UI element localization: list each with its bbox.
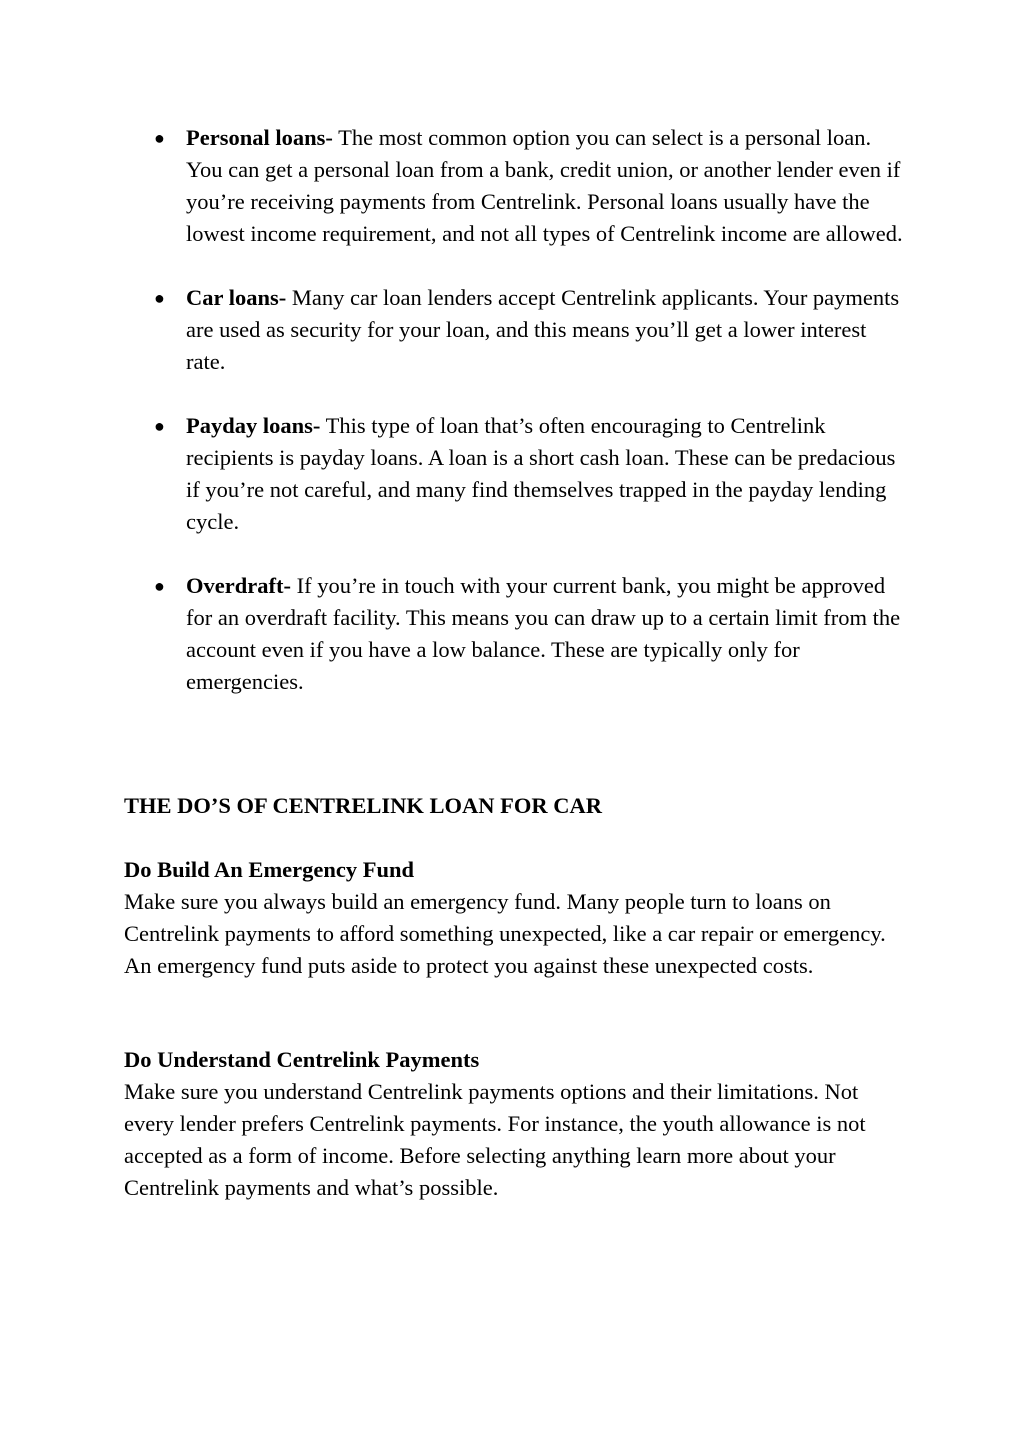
section-title-block bbox=[124, 790, 904, 822]
loan-description: Many car loan lenders accept Centrelink applicants. Your payments are used as security for your loan, and this means you’ll get a lower interest rate. bbox=[186, 285, 900, 374]
list-item bbox=[124, 570, 904, 698]
loan-types-list bbox=[124, 122, 904, 698]
loan-description: The most common option you can select is a personal loan. You can get a personal loan from a bank, credit union, or another lender even if you’re receiving payments from Centrelink. Personal loans usually have the lowest income requirement, and not all types of Centrelink income are allowed. bbox=[186, 125, 903, 246]
list-item bbox=[124, 410, 904, 538]
emergency-fund-heading: Do Build An Emergency Fund bbox=[124, 857, 415, 882]
loan-term: Personal loans- bbox=[186, 125, 333, 150]
emergency-fund-body: Make sure you always build an emergency fund. Many people turn to loans on Centrelink payments to afford something unexpected, like a car repair or emergency. An emergency fund puts aside to protect you against these unexpected costs. bbox=[124, 889, 886, 978]
emergency-fund-section bbox=[124, 854, 904, 982]
loan-term: Car loans- bbox=[186, 285, 287, 310]
loan-description: This type of loan that’s often encouraging to Centrelink recipients is payday loans. A loan is a short cash loan. These can be predacious if you’re not careful, and many find themselves trapped in the payday lending cycle. bbox=[186, 413, 896, 534]
list-item bbox=[124, 282, 904, 378]
bullet-icon: ● bbox=[154, 416, 165, 436]
bullet-icon: ● bbox=[154, 576, 165, 596]
loan-term: Overdraft- bbox=[186, 573, 291, 598]
loan-description: If you’re in touch with your current bank, you might be approved for an overdraft facility. This means you can draw up to a certain limit from the account even if you have a low balance. These are typically only for emergencies. bbox=[186, 573, 901, 694]
understand-payments-heading: Do Understand Centrelink Payments bbox=[124, 1047, 480, 1072]
understand-payments-section bbox=[124, 1044, 904, 1204]
section-title: THE DO’S OF CENTRELINK LOAN FOR CAR bbox=[124, 793, 602, 818]
bullet-icon: ● bbox=[154, 288, 165, 308]
bullet-icon: ● bbox=[154, 128, 165, 148]
understand-payments-body: Make sure you understand Centrelink payments options and their limitations. Not every lender prefers Centrelink payments. For instance, the youth allowance is not accepted as a form of income. Before selecting anything learn more about your Centrelink payments and what’s possible. bbox=[124, 1079, 866, 1200]
list-item bbox=[124, 122, 904, 250]
loan-term: Payday loans- bbox=[186, 413, 321, 438]
